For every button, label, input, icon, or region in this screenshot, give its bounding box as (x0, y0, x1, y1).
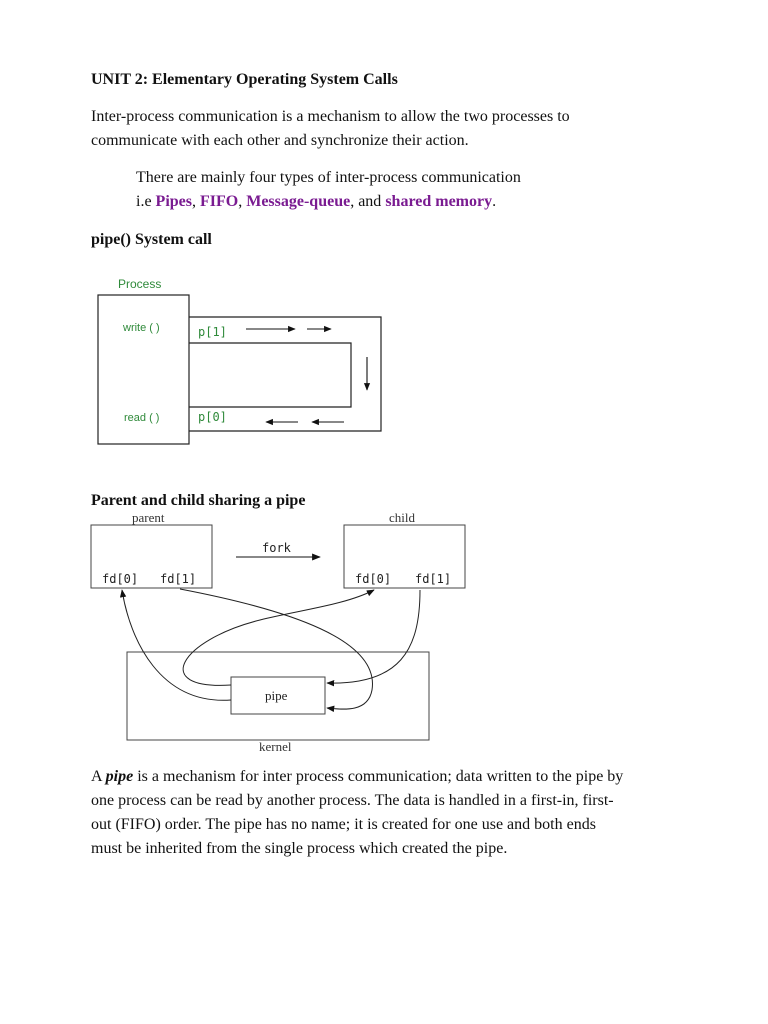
desc-pipe-term: pipe (105, 768, 134, 785)
child-label: child (389, 510, 415, 525)
pipe-to-parent-fd0-curve (122, 590, 231, 700)
desc-line-2: one process can be read by another process. The data is handled in a first-in, first- (91, 792, 614, 809)
pipe-label: pipe (265, 688, 288, 703)
ipc-type-message-queue: Message-queue (246, 193, 351, 210)
types-line-1: There are mainly four types of inter-process communication (136, 169, 521, 186)
desc-line-4: must be inherited from the single process which created the pipe. (91, 840, 508, 857)
ipc-type-shared-memory: shared memory (385, 193, 493, 210)
p0-label: p[0] (198, 410, 227, 424)
pipe-to-child-fd0-curve (183, 590, 374, 685)
write-label: write ( ) (123, 322, 160, 334)
kernel-label: kernel (259, 739, 292, 754)
parent-label: parent (132, 510, 165, 525)
desc-line-1 (91, 765, 623, 789)
parent-fd1: fd[1] (160, 572, 197, 586)
process-label: Process (118, 277, 162, 291)
types-end: . (492, 193, 497, 210)
child-fd1: fd[1] (415, 572, 452, 586)
pipe-section-title: pipe() System call (91, 231, 212, 248)
parent-fd0: fd[0] (102, 572, 139, 586)
p1-label: p[1] (198, 325, 227, 339)
types-sep-3: , and (350, 193, 386, 210)
desc-a: A (91, 768, 106, 785)
ipc-type-pipes: Pipes (155, 193, 192, 210)
types-prefix: i.e (136, 193, 156, 210)
types-sep-2: , (238, 193, 247, 210)
page-heading: UNIT 2: Elementary Operating System Calls (91, 71, 398, 88)
fork-label: fork (262, 541, 291, 555)
desc-line-1-rest: is a mechanism for inter process communication; data written to the pipe by (133, 768, 624, 785)
intro-line-2: communicate with each other and synchronize their action. (91, 132, 469, 149)
child-fd1-to-pipe-curve (327, 590, 420, 683)
intro-line-1: Inter-process communication is a mechanism to allow the two processes to (91, 108, 570, 125)
desc-line-3: out (FIFO) order. The pipe has no name; it is created for one use and both ends (91, 816, 596, 833)
types-sep-1: , (192, 193, 200, 210)
ipc-type-fifo: FIFO (200, 193, 239, 210)
read-label: read ( ) (124, 412, 160, 424)
child-fd0: fd[0] (355, 572, 392, 586)
parent-child-title: Parent and child sharing a pipe (91, 492, 306, 509)
